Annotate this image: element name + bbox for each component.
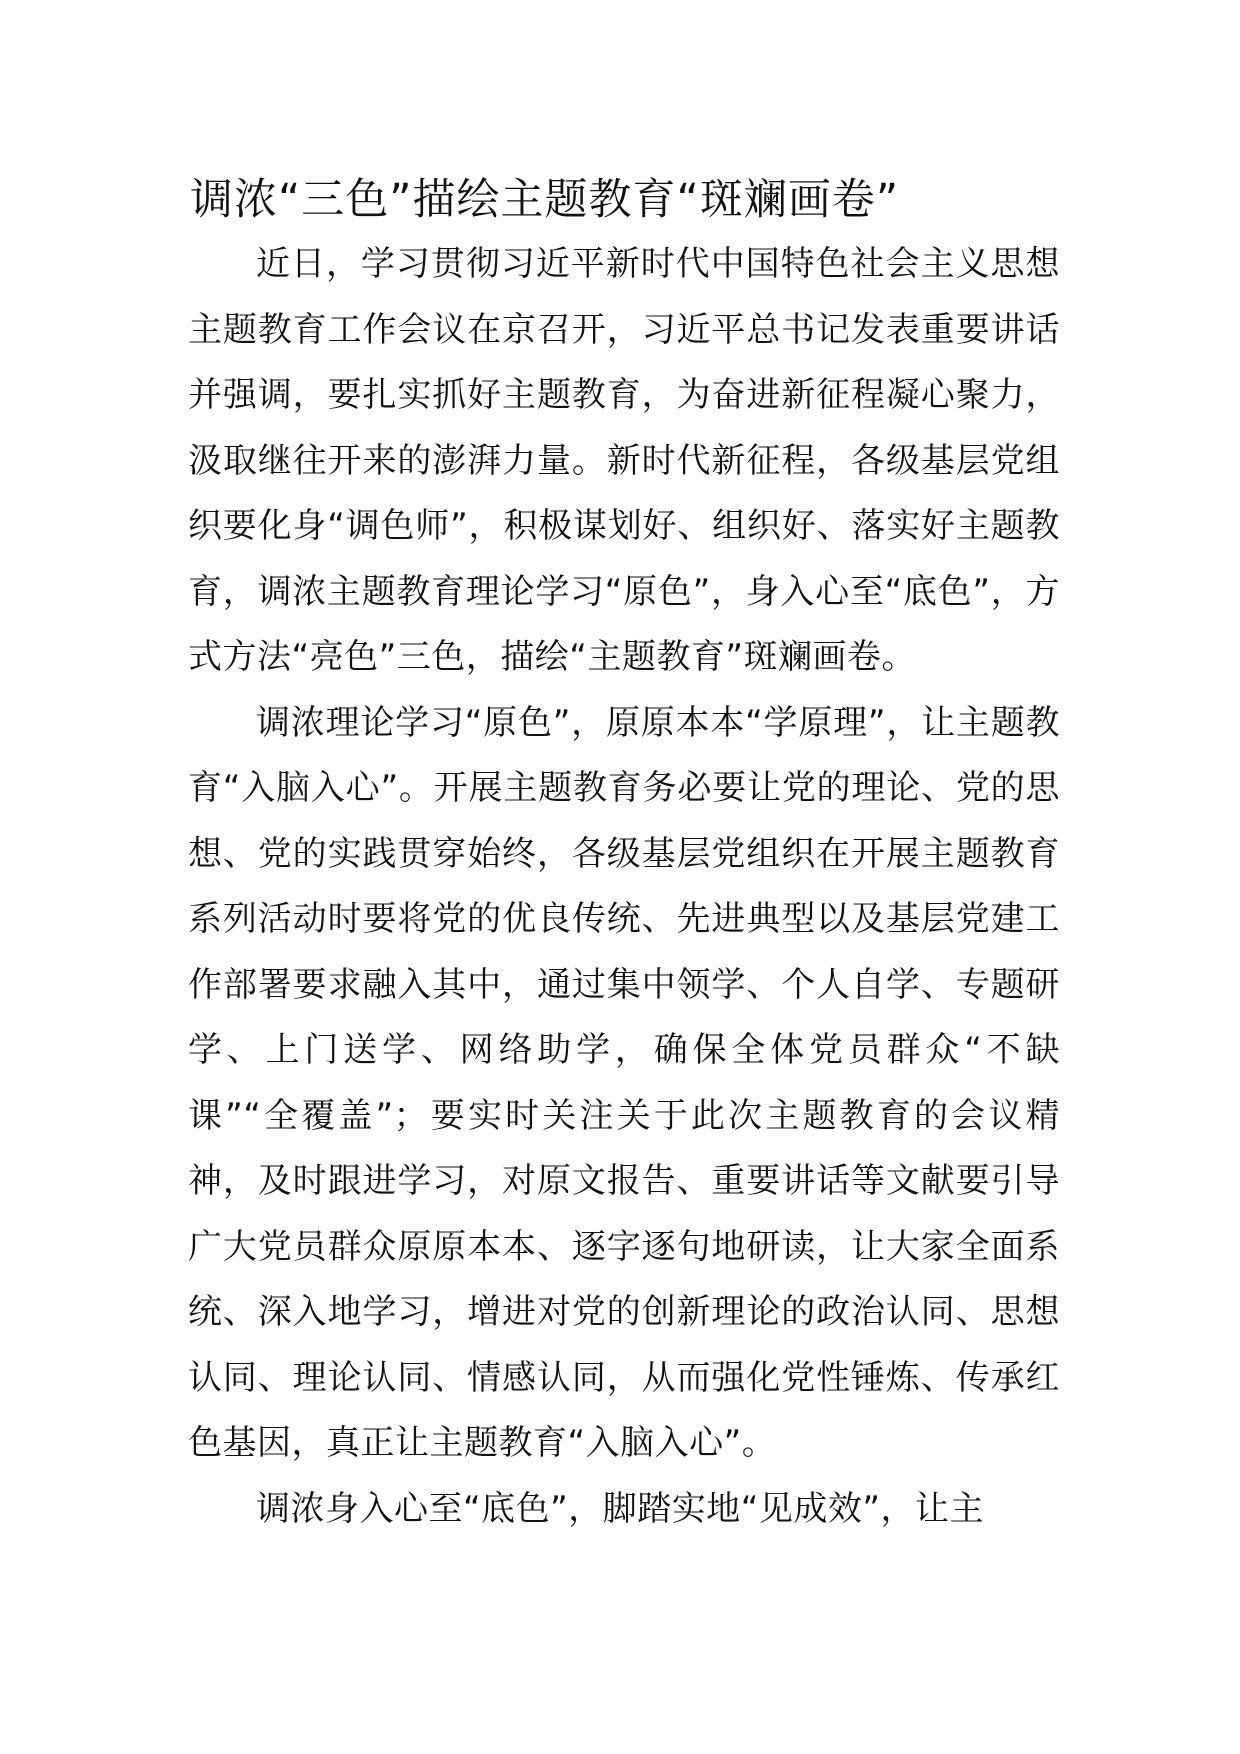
paragraph-intro: 近日，学习贯彻习近平新时代中国特色社会主义思想主题教育工作会议在京召开，习近平总书记发表重要讲话并强调，要扎实抓好主题教育，为奋进新征程凝心聚力，汲取继往开来的澎湃力量。新时代新征程，各级基层党组织要化身“调色师”，积极谋划好、组织好、落实好主题教育，调浓主题教育理论学习“原色”，身入心至“底色”，方式方法“亮色”三色，描绘“主题教育”斑斓画卷。 bbox=[188, 244, 1060, 677]
paragraph-theory-study: 调浓理论学习“原色”，原原本本“学原理”，让主题教育“入脑入心”。开展主题教育务必要让党的理论、党的思想、党的实践贯穿始终，各级基层党组织在开展主题教育系列活动时要将党的优良传统、先进典型以及基层党建工作部署要求融入其中，通过集中领学、个人自学、专题研学、上门送学、网络助学，确保全体党员群众“不缺课”“全覆盖”；要实时关注关于此次主题教育的会议精神，及时跟进学习，对原文报告、重要讲话等文献要引导广大党员群众原原本本、逐字逐句地研读，让大家全面系统、深入地学习，增进对党的创新理论的政治认同、思想认同、理论认同、情感认同，从而强化党性锤炼、传承红色基因，真正让主题教育“入脑入心”。 bbox=[188, 702, 1060, 1463]
paragraph-practice: 调浓身入心至“底色”，脚踏实地“见成效”，让主 bbox=[256, 1488, 984, 1529]
document-body bbox=[188, 232, 1060, 1542]
document-title: 调浓“三色”描绘主题教育“斑斓画卷” bbox=[190, 175, 900, 225]
